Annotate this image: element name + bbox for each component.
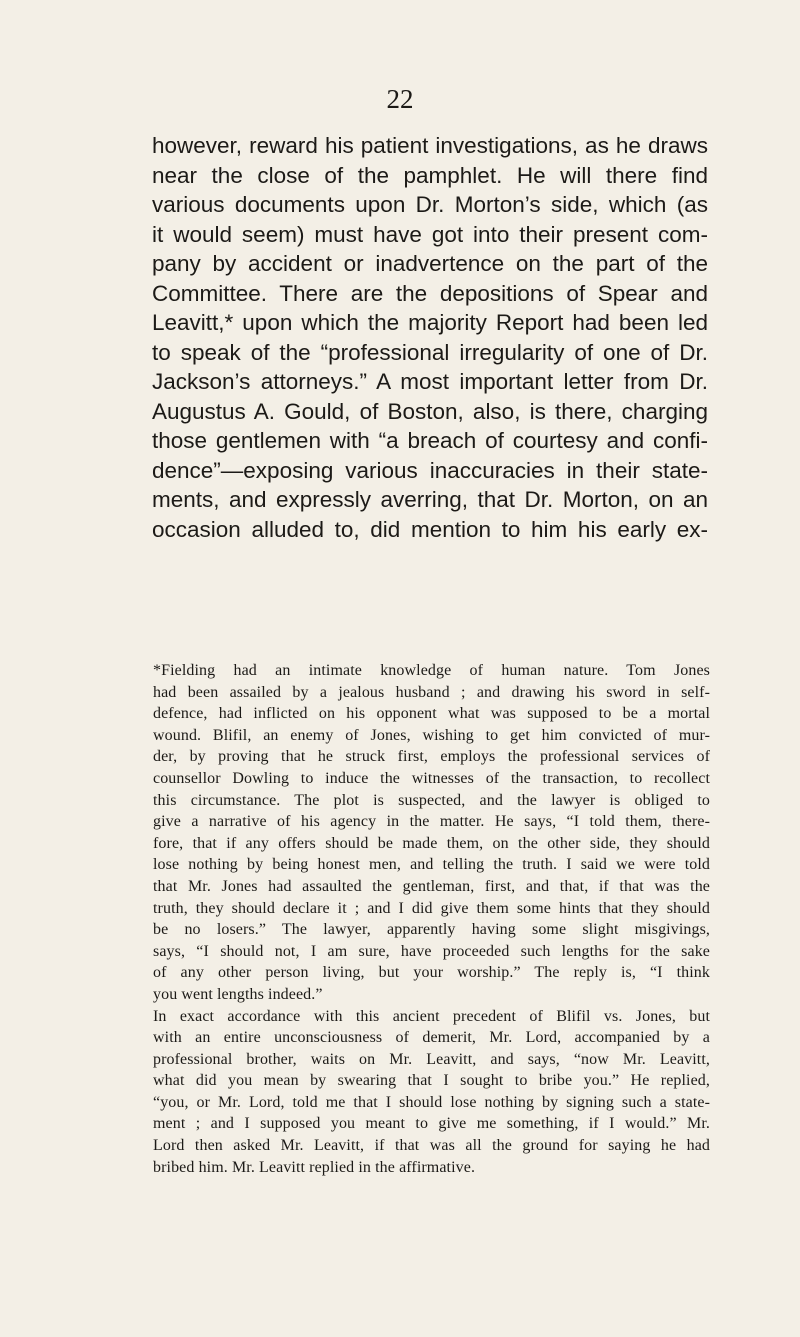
body-line: ments, and expressly averring, that Dr. Morton, on an: [152, 487, 708, 512]
body-line: Augustus A. Gould, of Boston, also, is there, charging: [152, 398, 708, 424]
body-line: dence”—exposing various inaccuracies in their state-: [152, 457, 708, 483]
footnote-paragraph-1: [153, 660, 710, 1006]
footnote-line: der, by proving that he struck first, employs the professional services of: [153, 748, 710, 766]
body-line: pany by accident or inadvertence on the part of the: [152, 251, 708, 276]
footnote-line: of any other person living, but your worship.” The reply is, “I think: [153, 964, 710, 982]
body-line: Committee. There are the depositions of Spear and: [152, 280, 708, 306]
footnote-line: with an entire unconsciousness of demerit, Mr. Lord, accompanied by a: [153, 1029, 710, 1047]
footnote-line: had been assailed by a jealous husband ; and drawing his sword in self-: [153, 683, 710, 701]
footnote-paragraph-2: [153, 1006, 710, 1179]
footnote-line: In exact accordance with this ancient precedent of Blifil vs. Jones, but: [153, 1007, 710, 1025]
footnote-line: this circumstance. The plot is suspected, and the lawyer is obliged to: [153, 791, 710, 809]
body-line: it would seem) must have got into their present com-: [152, 221, 708, 247]
footnote-line: says, “I should not, I am sure, have proceeded such lengths for the sake: [153, 942, 710, 960]
footnote-line: wound. Blifil, an enemy of Jones, wishing to get him convicted of mur-: [153, 726, 710, 744]
footnote-line: professional brother, waits on Mr. Leavitt, and says, “now Mr. Leavitt,: [153, 1050, 710, 1068]
body-line: occasion alluded to, did mention to him his early ex-: [152, 516, 708, 542]
footnote-line: counsellor Dowling to induce the witnesses of the transaction, to recollect: [153, 769, 710, 787]
body-line: to speak of the “professional irregularity of one of Dr.: [152, 339, 708, 365]
footnote-line: lose nothing by being honest men, and telling the truth. I said we were told: [153, 856, 710, 874]
footnote-line: that Mr. Jones had assaulted the gentleman, first, and that, if that was the: [153, 877, 710, 895]
footnote-line: truth, they should declare it ; and I did give them some hints that they should: [153, 899, 710, 917]
footnote-line: be no losers.” The lawyer, apparently having some slight misgivings,: [153, 921, 710, 939]
body-line: various documents upon Dr. Morton’s side, which (as: [152, 192, 708, 217]
footnote-line: give a narrative of his agency in the matter. He says, “I told them, there-: [153, 813, 710, 831]
body-line: Leavitt,* upon which the majority Report had been led: [152, 310, 708, 335]
footnote-line: *Fielding had an intimate knowledge of human nature. Tom Jones: [153, 662, 710, 679]
footnote-line: “you, or Mr. Lord, told me that I should lose nothing by signing such a state-: [153, 1093, 710, 1111]
footnote-line: bribed him. Mr. Leavitt replied in the affirmative.: [153, 1158, 476, 1176]
footnote-line: Lord then asked Mr. Leavitt, if that was all the ground for saying he had: [153, 1137, 710, 1155]
footnote: [153, 660, 710, 1178]
page-number: 22: [386, 84, 414, 114]
footnote-line: you went lengths indeed.”: [153, 985, 323, 1003]
body-paragraph: [152, 131, 708, 544]
footnote-line: fore, that if any offers should be made them, on the other side, they should: [153, 834, 710, 852]
body-line: however, reward his patient investigations, as he draws: [152, 133, 708, 158]
footnote-line: ment ; and I supposed you meant to give me something, if I would.” Mr.: [153, 1115, 710, 1133]
body-line: near the close of the pamphlet. He will there find: [152, 162, 708, 188]
body-line: those gentlemen with “a breach of courtesy and confi-: [152, 428, 708, 453]
body-line: Jackson’s attorneys.” A most important letter from Dr.: [152, 369, 708, 394]
footnote-line: what did you mean by swearing that I sought to bribe you.” He replied,: [153, 1072, 710, 1090]
footnote-line: defence, had inflicted on his opponent what was supposed to be a mortal: [153, 705, 710, 723]
